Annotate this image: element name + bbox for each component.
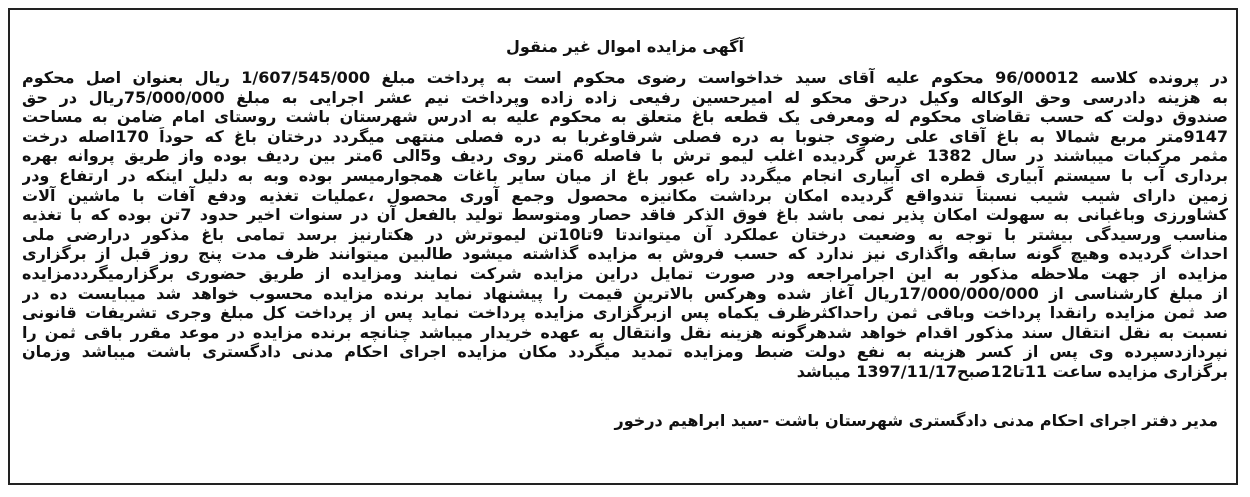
body-line-8: کشاورزی وباغبانی به سهولت امکان پذیر نمی باشد باغ فوق الذکر فاقد حصار ومتوسط تولید بالفعل آن در سنوات اخیر حدود 7تن بوده که با تغذیه [22, 205, 1228, 225]
body-line-1: در پرونده کلاسه 96/00012 محکوم علیه آقای سید خداخواست رضوی محکوم است به پرداخت مبلغ 1/607/545/000 ریال بعنوان اصل محکوم [22, 68, 1228, 87]
body-line-3: صندوق دولت که حسب تقاضای محکوم له ومعرفی یک قطعه باغ متعلق به محکوم علیه به ادرس شهرستان باشت روستای امام ضامن به مساحت [22, 107, 1228, 127]
notice-title: آگهی مزایده اموال غیر منقول [506, 37, 744, 56]
body-line-10: احداث گردیده وهیچ گونه سابقه واگذاری نیز ندارد که حسب فروش به مزایده گذاشته میشود طالبین میتوانند ظرف مدت پنج روز قبل از برگزاری [22, 244, 1228, 264]
body-line-5: مثمر مرکبات میباشند در سال 1382 غرس گردیده اغلب لیمو ترش با فاصله 6متر روی ردیف و5الی 6متر بین ردیف بوده واز طریق پروانه بهره [22, 146, 1228, 166]
body-line-12: از مبلغ کارشناسی از 17/000/000/000ریال آغاز شده وهرکس بالاترین قیمت را پیشنهاد نماید برنده مزایده محسوب خواهد شد میبایست ده در [22, 283, 1228, 303]
body-line-14: نسبت به نقل انتقال سند مذکور اقدام خواهد شدهرگونه هزینه نقل وانتقال به عهده خریدار میباشد چنانچه برنده مزایده در موعد مقرر باقی ثمن را [22, 322, 1228, 342]
body-line-9: مناسب ورسیدگی بیشتر با توجه به وضعیت درختان عملکرد آن میتواندتا 9تا10تن لیموترش در هکتارنیز برسد تمامی باغ مذکور درارضی ملی [22, 224, 1228, 244]
body-line-2: به هزینه دادرسی وحق الوکاله وکیل درحق محکو له امیرحسین رفیعی زاده زاده وپرداخت نیم عشر اجرایی به مبلغ 75/000/000ریال در حق [22, 87, 1228, 107]
body-line-11: مزایده از جهت ملاحظه مذکور به این اجرامراجعه ودر صورت تمایل دراین مزایده شرکت نمایند ومزایده از طریق حضوری برگزارمیگرددمزایده [22, 263, 1228, 283]
signature-block [22, 410, 1228, 432]
body-line-6: برداری آب با سیستم آبیاری قطره ای آبیاری انجام میگردد راه عبور باغ از میان سایر باغات همجوارمیسر بوده وبه به دلیل اینکه در ارتفاع ودر [22, 165, 1228, 185]
body-line-16: برگزاری مزایده ساعت 11تا12صبح1397/11/17 میباشد [796, 361, 1228, 381]
body-line-4: 9147متر مربع شمالا به باغ آقای علی رضوی جنوبا به دره فصلی شرقاوغربا به دره فصلی منتهی میگردد درختان باغ که حوداً 170اصله درخت [22, 126, 1228, 146]
signature-line: مدیر دفتر اجرای احکام مدنی دادگستری شهرستان باشت -سید ابراهیم درخور [614, 411, 1218, 430]
body-line-13: صد ثمن مزایده رانقدا پرداخت وباقی ثمن راحداکثرظرف یکماه پس ازبرگزاری مزایده پرداخت نماید پس از پرداخت کل مبلغ وجری تشریفات قانونی [22, 303, 1228, 323]
body-line-15: نپردازدسپرده وی پس از کسر هزینه به نفع دولت ضبط ومزایده تمدید میگردد مکان مزایده اجرای احکام مدنی دادگستری باشت میباشد وزمان [22, 342, 1228, 362]
body-line-7: زمین دارای شیب شیب نسبتاً تندواقع گردیده امکان برداشت مکانیزه محصول وجمع آوری محصول ،عملیات تغذیه ودفع آفات با ماشین آلات [22, 185, 1228, 205]
notice-body [22, 68, 1228, 382]
